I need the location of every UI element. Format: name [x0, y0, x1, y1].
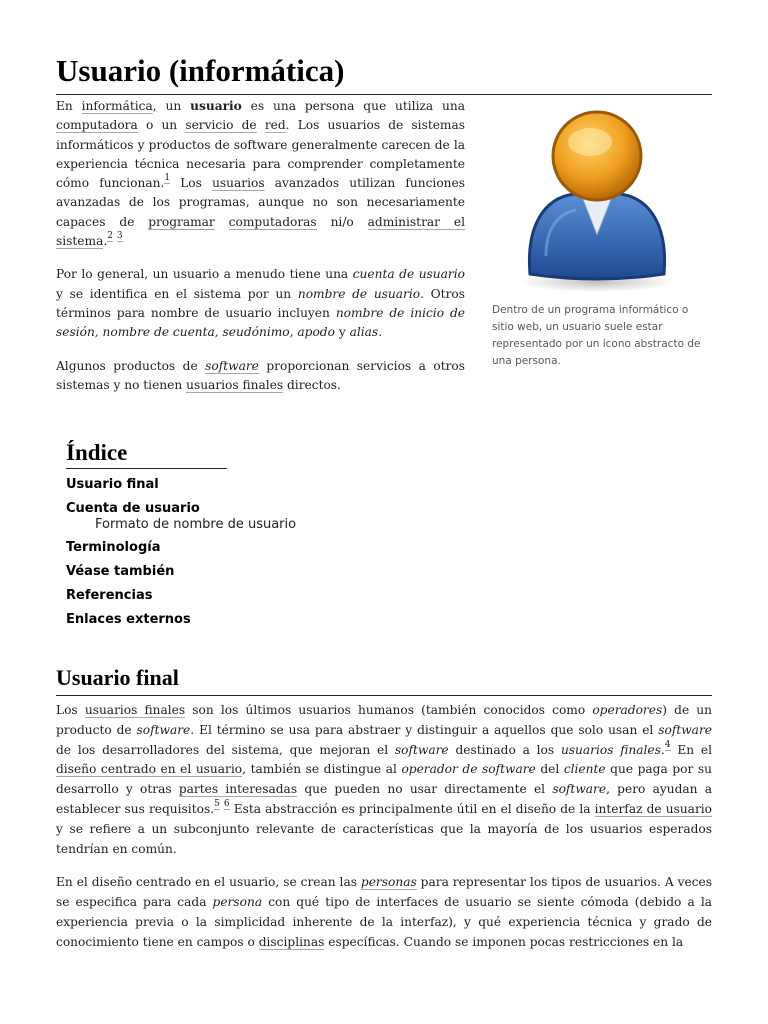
- toc-item-usuario-final[interactable]: Usuario final: [66, 477, 159, 492]
- text: En el: [670, 742, 712, 757]
- text: En: [56, 99, 82, 113]
- text: , también se distingue al: [242, 762, 402, 777]
- reference-link[interactable]: 5: [214, 798, 220, 809]
- text: [215, 215, 229, 229]
- text: directos.: [283, 377, 341, 392]
- italic-term: nombre de inicio de sesión, nombre de cuenta, seudónimo, apodo: [56, 305, 465, 340]
- toc-item-referencias[interactable]: Referencias: [66, 588, 153, 603]
- link-computadoras[interactable]: computadoras: [228, 214, 317, 229]
- link-partes-interesadas[interactable]: partes interesadas: [178, 782, 298, 797]
- toc-item-formato-nombre[interactable]: Formato de nombre de usuario: [95, 517, 297, 532]
- text: específicas. Cuando se imponen pocas restricciones en la: [324, 934, 684, 949]
- italic-term: operador de software: [401, 762, 536, 777]
- italic-term: alias: [349, 325, 379, 340]
- text: o un: [137, 118, 186, 133]
- reference-link[interactable]: 3: [116, 231, 123, 242]
- figure-caption: Dentro de un programa informático o sitio web, un usuario suele estar representado por un icono abstracto de una persona.: [492, 304, 701, 367]
- toc-heading: Índice: [66, 438, 227, 469]
- italic-term: software: [394, 742, 449, 757]
- link-usuarios[interactable]: usuarios: [212, 176, 265, 191]
- link-computadora[interactable]: computadora: [56, 118, 138, 133]
- section-heading-usuario-final: Usuario final: [56, 664, 712, 696]
- text: con qué tipo de interfaces de usuario se siente cómoda (debido a la experiencia previa o la simplicidad inherente de la interfaz), y qué experiencia técnica y grado de conocimiento tiene en campos o: [56, 895, 712, 949]
- text: En el diseño centrado en el usuario, se crean las: [56, 875, 361, 890]
- reference-link[interactable]: 4: [664, 739, 671, 750]
- text: son los últimos usuarios humanos (también conocidos como: [185, 703, 593, 717]
- link-diseno-centrado[interactable]: diseño centrado en el usuario: [56, 762, 243, 777]
- italic-term: cliente: [563, 762, 606, 777]
- text: Los: [170, 176, 213, 191]
- text: , un: [152, 99, 191, 113]
- toc-item-vease-tambien[interactable]: Véase también: [66, 564, 175, 579]
- text: destinado a los: [448, 742, 561, 757]
- text: , pero ayudan a establecer sus requisitos.: [56, 782, 713, 816]
- link-administrar[interactable]: administrar el sistema: [56, 214, 465, 249]
- text: y: [334, 325, 350, 340]
- text: es una persona que utiliza una: [241, 99, 466, 113]
- text: que paga por su desarrollo y otras: [56, 762, 712, 797]
- italic-term: software: [136, 722, 191, 737]
- section-paragraph-2: [56, 873, 712, 952]
- lead-paragraph-1: [56, 97, 465, 251]
- text: .: [660, 742, 665, 757]
- text: . El término se usa para abstraer y distinguir a aquellos que solo usan el: [190, 722, 659, 737]
- italic-term: usuarios finales: [560, 742, 661, 757]
- lead-paragraph-2: [56, 265, 465, 342]
- link-personas[interactable]: personas: [360, 875, 417, 890]
- link-disciplinas[interactable]: disciplinas: [258, 934, 325, 949]
- bold-term: usuario: [190, 99, 242, 113]
- link-programar[interactable]: programar: [148, 214, 215, 229]
- italic-term: software: [552, 782, 607, 797]
- reference-2[interactable]: [107, 231, 113, 242]
- link-software[interactable]: software: [205, 358, 259, 373]
- text: . Otros términos para nombre de usuario incluyen: [56, 286, 465, 320]
- text: y se identifica en el sistema por un: [56, 286, 298, 301]
- text: ) de un producto de: [56, 703, 712, 737]
- figure: [492, 106, 712, 370]
- toc-item-terminologia[interactable]: Terminología: [66, 540, 161, 555]
- link-informatica[interactable]: informática: [81, 99, 153, 113]
- reference-3[interactable]: [117, 231, 123, 242]
- text: Los: [56, 703, 85, 717]
- text: ni/o: [316, 214, 368, 229]
- text: Esta abstracción es principalmente útil en el diseño de la: [229, 801, 595, 816]
- text: .: [378, 325, 383, 340]
- reference-link[interactable]: 2: [107, 231, 113, 242]
- text: para representar los tipos de usuarios. A veces se especifica para cada: [56, 875, 712, 910]
- text: que pueden no usar directamente el: [297, 782, 553, 797]
- text: de los desarrolladores del sistema, que mejoran el: [56, 742, 395, 757]
- text: del: [535, 762, 564, 777]
- italic-term: cuenta de usuario: [352, 267, 465, 282]
- page-title: Usuario (informática): [56, 52, 712, 95]
- toc-list: [66, 473, 466, 632]
- user-avatar-icon[interactable]: [512, 106, 682, 296]
- table-of-contents: [66, 438, 466, 632]
- reference-link[interactable]: 6: [223, 798, 230, 809]
- italic-term: software: [658, 722, 712, 737]
- italic-term: persona: [212, 895, 263, 910]
- text: Algunos productos de: [56, 358, 206, 373]
- text: Por lo general, un usuario a menudo tiene una: [56, 267, 353, 282]
- toc-item-cuenta-de-usuario[interactable]: Cuenta de usuario: [66, 501, 200, 516]
- reference-link[interactable]: 1: [164, 173, 171, 184]
- italic-term: nombre de usuario: [297, 286, 421, 301]
- reference-5[interactable]: [214, 799, 220, 810]
- text: avanzados utilizan funciones avanzadas de los programas, aunque no son necesariamente capaces de: [56, 176, 465, 229]
- link-interfaz-de-usuario[interactable]: interfaz de usuario: [594, 801, 712, 816]
- link-servicio[interactable]: servicio de: [185, 118, 257, 133]
- text: [257, 118, 265, 132]
- text: . Los usuarios de sistemas informáticos y productos de software generalmente carecen de la experiencia técnica necesaria para comprender completamente cómo funcionan.: [56, 118, 466, 191]
- link-red[interactable]: red: [264, 118, 286, 133]
- text: proporcionan servicios a otros sistemas y no tienen: [56, 358, 466, 392]
- lead-paragraph-3: [56, 357, 465, 396]
- link-usuarios-finales[interactable]: usuarios finales: [186, 377, 284, 392]
- toc-item-enlaces-externos[interactable]: Enlaces externos: [66, 612, 191, 627]
- link-usuarios-finales[interactable]: usuarios finales: [84, 703, 186, 717]
- lead-section: [56, 97, 465, 409]
- italic-term: operadores: [592, 703, 663, 717]
- section-paragraph-1: [56, 701, 712, 859]
- section-usuario-final-body: [56, 701, 712, 967]
- text: y se refiere a un subconjunto relevante de características que la mayoría de los usuarios esperados tendrían en común.: [56, 821, 712, 856]
- text: .: [103, 234, 108, 249]
